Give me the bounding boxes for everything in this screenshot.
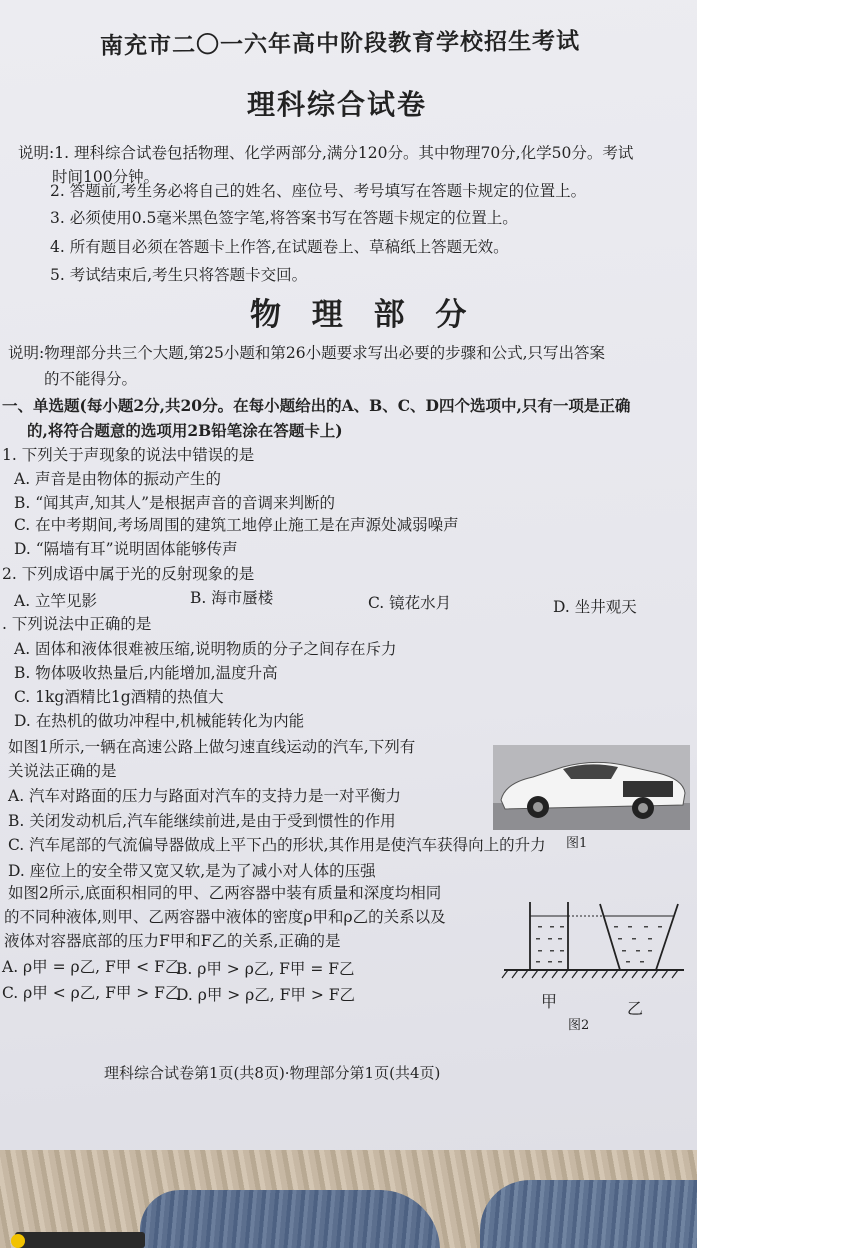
- figure-2-containers: [496, 896, 688, 996]
- q5-option-a: A. ρ甲 = ρ乙, F甲 < F乙: [2, 958, 181, 976]
- q4-stem: 如图1所示,一辆在高速公路上做匀速直线运动的汽车,下列有: [8, 738, 416, 756]
- q2-option-d: D. 坐井观天: [553, 598, 637, 616]
- fabric-dark-region: [140, 1190, 440, 1248]
- part1-heading-cont: 的,将符合题意的选项用2B铅笔涂在答题卡上): [27, 421, 343, 440]
- q3-option-d: D. 在热机的做功冲程中,机械能转化为内能: [14, 712, 305, 730]
- watermark-logo-icon: [15, 1232, 145, 1248]
- q1-option-d: D. “隔墙有耳”说明固体能够传声: [14, 540, 238, 558]
- q3-stem: . 下列说法中正确的是: [2, 615, 152, 633]
- q4-option-a: A. 汽车对路面的压力与路面对汽车的支持力是一对平衡力: [8, 787, 402, 805]
- instruction-1: 说明:1. 理科综合试卷包括物理、化学两部分,满分120分。其中物理70分,化学50分。考试: [18, 144, 634, 162]
- car-icon: [493, 745, 690, 830]
- q3-option-b: B. 物体吸收热量后,内能增加,温度升高: [14, 664, 278, 682]
- figure-2-label-yi: 乙: [627, 999, 644, 1018]
- figure-1-car-photo: [493, 745, 690, 830]
- q5-option-b: B. ρ甲 > ρ乙, F甲 = F乙: [176, 960, 355, 978]
- exam-title: 南充市二〇一六年高中阶段教育学校招生考试: [99, 27, 581, 60]
- q2-option-a: A. 立竿见影: [14, 592, 98, 610]
- q3-option-c: C. 1kg酒精比1g酒精的热值大: [14, 688, 224, 706]
- q5-stem-cont2: 液体对容器底部的压力F甲和F乙的关系,正确的是: [4, 932, 341, 950]
- q4-option-b: B. 关闭发动机后,汽车能继续前进,是由于受到惯性的作用: [8, 812, 396, 830]
- q1-option-b: B. “闻其声,知其人”是根据声音的音调来判断的: [14, 494, 336, 512]
- q4-option-c: C. 汽车尾部的气流偏导器做成上平下凸的形状,其作用是使汽车获得向上的升力: [8, 836, 546, 854]
- fabric-dark-region-right: [480, 1180, 697, 1248]
- q5-option-d: D. ρ甲 > ρ乙, F甲 > F乙: [176, 986, 355, 1004]
- containers-diagram-icon: [496, 896, 688, 996]
- instruction-5: 5. 考试结束后,考生只将答题卡交回。: [50, 266, 308, 284]
- q2-option-c: C. 镜花水月: [368, 594, 452, 612]
- instruction-1-cont: 时间100分钟。: [52, 168, 160, 186]
- section-note: 说明:物理部分共三个大题,第25小题和第26小题要求写出必要的步骤和公式,只写出答案: [8, 344, 606, 362]
- figure-1-caption: 图1: [566, 836, 588, 851]
- q4-option-d: D. 座位上的安全带又宽又软,是为了减小对人体的压强: [8, 862, 376, 880]
- section-title: 物 理 部 分: [250, 297, 477, 333]
- q1-option-a: A. 声音是由物体的振动产生的: [14, 470, 222, 488]
- section-note-cont: 的不能得分。: [44, 370, 138, 388]
- instruction-2: 2. 答题前,考生务必将自己的姓名、座位号、考号填写在答题卡规定的位置上。: [50, 182, 587, 200]
- q3-option-a: A. 固体和液体很难被压缩,说明物质的分子之间存在斥力: [14, 640, 397, 658]
- q4-stem-cont: 关说法正确的是: [8, 762, 117, 780]
- q5-stem: 如图2所示,底面积相同的甲、乙两容器中装有质量和深度均相同: [8, 884, 442, 902]
- paper-title: 理科综合试卷: [247, 88, 428, 121]
- q1-option-c: C. 在中考期间,考场周围的建筑工地停止施工是在声源处减弱噪声: [14, 516, 459, 534]
- q5-option-c: C. ρ甲 < ρ乙, F甲 > F乙: [2, 984, 181, 1002]
- q2-option-b: B. 海市蜃楼: [190, 589, 274, 607]
- instruction-3: 3. 必须使用0.5毫米黑色签字笔,将答案书写在答题卡规定的位置上。: [50, 209, 518, 227]
- figure-2-caption: 图2: [568, 1018, 590, 1033]
- figure-2-label-jia: 甲: [541, 992, 558, 1011]
- page-footer: 理科综合试卷第1页(共8页)·物理部分第1页(共4页): [104, 1064, 441, 1082]
- q1-stem: 1. 下列关于声现象的说法中错误的是: [2, 446, 255, 464]
- part1-heading: 一、单选题(每小题2分,共20分。在每小题给出的A、B、C、D四个选项中,只有一项是正确: [2, 396, 631, 415]
- instruction-4: 4. 所有题目必须在答题卡上作答,在试题卷上、草稿纸上答题无效。: [50, 238, 509, 256]
- q2-stem: 2. 下列成语中属于光的反射现象的是: [2, 565, 255, 583]
- background-fabric: [0, 1150, 697, 1248]
- q5-stem-cont1: 的不同种液体,则甲、乙两容器中液体的密度ρ甲和ρ乙的关系以及: [4, 908, 446, 926]
